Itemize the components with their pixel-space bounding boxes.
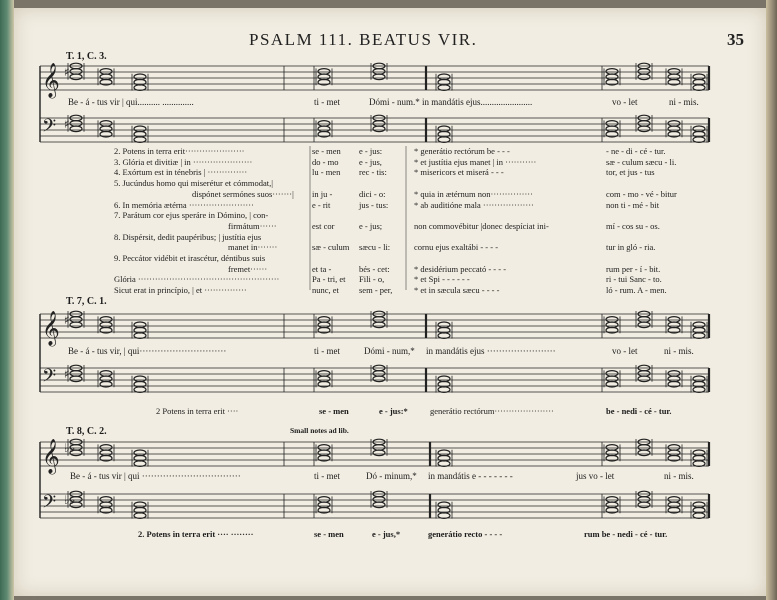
verse-cell: e - jus;: [359, 220, 383, 231]
note-head: [373, 69, 385, 75]
bass-clef-icon: 𝄢: [42, 116, 57, 141]
verse-cell: e - jus,*: [372, 529, 401, 539]
note-head: [438, 461, 450, 467]
verse-cell: * desidérium peccató - - - -: [414, 263, 507, 274]
note-head: [100, 74, 112, 80]
verse-cell: dici - o:: [359, 188, 386, 199]
lyric: vo - let: [612, 346, 638, 356]
verse-cell: ló - rum. A - men.: [606, 285, 667, 296]
verse-cell: rum be - nedi - cé - tur.: [584, 529, 668, 539]
key-signature-icon: ♭♭: [64, 493, 76, 507]
note-head: [606, 121, 618, 127]
note-head: [134, 502, 146, 508]
small-notes-annotation: Small notes ad lib.: [290, 426, 349, 435]
verse-cell: e - jus,: [359, 156, 382, 167]
note-head: [100, 450, 112, 456]
note-head: [134, 333, 146, 339]
verse-cell: mí - cos su - os.: [606, 220, 660, 231]
note-head: [318, 121, 330, 127]
treble-clef-icon: 𝄞: [42, 439, 60, 474]
verse-cell: * generátio rectórum be - - -: [414, 146, 510, 156]
note-head: [693, 322, 705, 328]
verse-cell: se - men: [314, 529, 344, 539]
key-signature-icon: ♯: [64, 367, 70, 381]
note-head: [373, 502, 385, 508]
lyric: in mandátis ejus.......................: [422, 97, 533, 107]
note-head: [100, 497, 112, 503]
note-head: [638, 74, 650, 80]
note-head: [373, 497, 385, 503]
note-head: [318, 317, 330, 323]
verse-cell: e - rit: [312, 199, 331, 210]
key-signature-icon: ♯: [64, 313, 70, 327]
note-head: [318, 69, 330, 75]
note-head: [606, 126, 618, 132]
note-head: [70, 371, 82, 377]
verse-cell: non ti - mé - bit: [606, 199, 660, 210]
note-head: [134, 85, 146, 91]
lyric: jus vo - let: [576, 471, 615, 481]
page-edge: [766, 0, 777, 600]
note-head: [318, 445, 330, 451]
verse-cell: 6. In memória ætérna ·······················: [114, 199, 254, 210]
note-head: [438, 74, 450, 80]
note-head: [668, 497, 680, 503]
note-head: [134, 450, 146, 456]
note-head: [373, 126, 385, 132]
tone-label-3: T. 8, C. 2.: [66, 426, 107, 437]
note-head: [373, 121, 385, 127]
verse-cell: nunc, et: [312, 285, 339, 296]
note-head: [318, 450, 330, 456]
verse-cell: lu - men: [312, 167, 341, 178]
note-head: [134, 74, 146, 80]
note-head: [134, 376, 146, 382]
note-head: [70, 126, 82, 132]
note-head: [638, 502, 650, 508]
note-head: [438, 85, 450, 91]
note-head: [668, 121, 680, 127]
verse-cell: be - nedi - cé - tur.: [606, 406, 672, 416]
note-head: [100, 121, 112, 127]
verse-cell: sæ - culum: [312, 242, 350, 253]
verse-cell: fremet······: [228, 263, 268, 274]
note-head: [693, 85, 705, 91]
note-head: [638, 497, 650, 503]
note-head: [638, 322, 650, 328]
verse-cell: * et in sæcula sæcu - - - -: [414, 285, 500, 296]
key-signature-icon: ♯: [64, 65, 70, 79]
lyric: Be - á - tus vir | qui.......... ..............: [68, 97, 194, 107]
verse-cell: cornu ejus exaltábi - - - -: [414, 242, 499, 253]
note-head: [70, 121, 82, 127]
lyric: Be - á - tus vir, | qui·····························: [68, 346, 227, 356]
bass-clef-icon: 𝄢: [42, 492, 57, 517]
verse-cell: e - jus:*: [379, 406, 408, 416]
verse-cell: jus - tus:: [359, 199, 389, 210]
verse-cell: dispónet sermónes suos·······|: [192, 188, 294, 199]
note-head: [134, 513, 146, 519]
verse-cell: sæ - culum sæcu - li.: [606, 156, 677, 167]
note-head: [693, 137, 705, 143]
note-head: [693, 513, 705, 519]
verse-cell: rum per - í - bit.: [606, 263, 661, 274]
note-head: [693, 376, 705, 382]
note-head: [693, 126, 705, 132]
verse-cell: e - jus:: [359, 146, 383, 156]
verse-cell: tor, et jus - tus: [606, 167, 655, 178]
lyric: Dó - minum,*: [366, 471, 417, 481]
note-head: [438, 322, 450, 328]
verse-cell: manet in·······: [228, 242, 278, 253]
note-head: [668, 322, 680, 328]
key-signature-icon: ♭♭: [64, 441, 76, 455]
note-head: [668, 69, 680, 75]
note-head: [606, 497, 618, 503]
verse-cell: 2. Potens in terra erit·····················: [114, 146, 245, 156]
tone-label-1: T. 1, C. 3.: [66, 51, 107, 62]
verse-cell: rec - tis:: [359, 167, 387, 178]
note-head: [318, 74, 330, 80]
note-head: [318, 376, 330, 382]
verse-cell: 2 Potens in terra erit ····: [156, 406, 239, 416]
verse-cell: 4. Exórtum est in ténebris | ··············: [114, 167, 248, 178]
note-head: [693, 387, 705, 393]
verse-cell: tur in gló - ria.: [606, 242, 656, 253]
treble-clef-icon: 𝄞: [42, 311, 60, 346]
verse-cell: 5. Jucúndus homo qui miserétur et cómmodat,|: [114, 178, 273, 189]
lyric: ti - met: [314, 97, 340, 107]
note-head: [134, 126, 146, 132]
lyric: ni - mis.: [664, 346, 694, 356]
note-head: [438, 137, 450, 143]
verse-cell: est cor: [312, 220, 335, 231]
verse-cell: * misericors et miserá - - -: [414, 167, 504, 178]
verse-cell: 3. Glória et divitiæ | in ·····················: [114, 156, 253, 167]
note-head: [606, 450, 618, 456]
note-head: [438, 126, 450, 132]
note-head: [318, 371, 330, 377]
lyric: Dómi - num,*: [364, 346, 415, 356]
note-head: [668, 450, 680, 456]
note-head: [438, 513, 450, 519]
note-head: [693, 502, 705, 508]
note-head: [638, 69, 650, 75]
note-head: [70, 376, 82, 382]
verse-cell: se - men: [319, 406, 349, 416]
note-head: [668, 74, 680, 80]
note-head: [373, 376, 385, 382]
note-head: [438, 333, 450, 339]
note-head: [70, 69, 82, 75]
note-head: [100, 376, 112, 382]
note-head: [100, 69, 112, 75]
note-head: [134, 461, 146, 467]
note-head: [606, 502, 618, 508]
note-head: [100, 322, 112, 328]
note-head: [100, 371, 112, 377]
note-head: [100, 502, 112, 508]
note-head: [134, 322, 146, 328]
note-head: [668, 317, 680, 323]
verse-cell: firmátum······: [228, 220, 277, 231]
lyric: in mandátis ejus ·······················: [426, 346, 556, 356]
note-head: [638, 450, 650, 456]
note-head: [438, 502, 450, 508]
page-number: 35: [727, 30, 744, 49]
lyric: ti - met: [314, 346, 340, 356]
tone-label-2: T. 7, C. 1.: [66, 296, 107, 307]
note-head: [606, 445, 618, 451]
note-head: [668, 126, 680, 132]
note-head: [100, 445, 112, 451]
verse-cell: ri - tui Sanc - to.: [606, 274, 662, 285]
note-head: [373, 317, 385, 323]
verse-cell: * et justítia ejus manet | in ···········: [414, 156, 537, 167]
note-head: [70, 322, 82, 328]
verse-cell: 8. Dispérsit, dedit paupéribus; | justítia ejus: [114, 231, 262, 242]
note-head: [318, 502, 330, 508]
verse-cell: Fili - o,: [359, 274, 385, 285]
note-head: [693, 74, 705, 80]
verse-cell: * et Spi - - - - - -: [414, 274, 470, 285]
lyric: in mandátis e - - - - - - -: [428, 471, 513, 481]
note-head: [70, 317, 82, 323]
note-head: [693, 450, 705, 456]
note-head: [318, 497, 330, 503]
treble-clef-icon: 𝄞: [42, 63, 60, 98]
note-head: [638, 371, 650, 377]
note-head: [373, 322, 385, 328]
note-head: [100, 317, 112, 323]
verse-cell: bés - cet:: [359, 263, 390, 274]
note-head: [668, 371, 680, 377]
verse-cell: Sicut erat in princípio, | et ···············: [114, 285, 247, 296]
verse-cell: et ta -: [312, 263, 332, 274]
note-head: [606, 74, 618, 80]
verse-cell: 9. Peccátor vidébit et irascétur, déntibus suis: [114, 253, 266, 263]
verse-cell: - ne - di - cé - tur.: [606, 146, 666, 156]
note-head: [606, 322, 618, 328]
verse-cell: 7. Parátum cor ejus speráre in Dómino, | con-: [114, 210, 269, 221]
note-head: [638, 317, 650, 323]
note-head: [606, 371, 618, 377]
note-head: [606, 317, 618, 323]
verse-cell: in ju -: [312, 188, 333, 199]
note-head: [668, 376, 680, 382]
note-head: [373, 74, 385, 80]
lyric: ni - mis.: [664, 471, 694, 481]
note-head: [638, 376, 650, 382]
verse-cell: * ab auditióne mala ··················: [414, 199, 534, 210]
verse-cell: 2. Potens in terra erit ···· ········: [138, 529, 254, 539]
verse-cell: Glória ··················································: [114, 274, 280, 285]
verse-cell: do - mo: [312, 156, 339, 167]
note-head: [373, 371, 385, 377]
book-page: [14, 8, 766, 596]
note-head: [100, 126, 112, 132]
note-head: [373, 450, 385, 456]
note-head: [318, 322, 330, 328]
lyric: ni - mis.: [669, 97, 699, 107]
verse-cell: generátio recto - - - -: [428, 529, 503, 539]
page-title: PSALM 111. BEATUS VIR.: [249, 30, 478, 49]
note-head: [693, 461, 705, 467]
note-head: [134, 387, 146, 393]
note-head: [438, 450, 450, 456]
bass-clef-icon: 𝄢: [42, 366, 57, 391]
verse-cell: com - mo - vé - bitur: [606, 188, 677, 199]
note-head: [373, 445, 385, 451]
verse-cell: * quia in ætérnum non···············: [414, 188, 533, 199]
verse-cell: sæcu - li:: [359, 242, 391, 253]
note-head: [606, 69, 618, 75]
note-head: [638, 445, 650, 451]
note-head: [318, 126, 330, 132]
lyric: Be - á - tus vir | qui ·································: [70, 471, 241, 481]
note-head: [693, 333, 705, 339]
note-head: [438, 376, 450, 382]
note-head: [638, 121, 650, 127]
note-head: [668, 502, 680, 508]
verse-cell: se - men: [312, 146, 341, 156]
note-head: [134, 137, 146, 143]
note-head: [638, 126, 650, 132]
key-signature-icon: ♯: [64, 117, 70, 131]
lyric: vo - let: [612, 97, 638, 107]
verse-cell: non commovébitur |donec despíciat ini-: [414, 220, 549, 231]
lyric: ti - met: [314, 471, 340, 481]
note-head: [438, 387, 450, 393]
book-binding: [0, 0, 14, 600]
verse-cell: sem - per,: [359, 285, 393, 296]
verse-cell: Pa - tri, et: [312, 274, 346, 285]
lyric: Dómi - num.*: [369, 97, 420, 107]
note-head: [668, 445, 680, 451]
note-head: [70, 74, 82, 80]
verse-cell: generátio rectórum·····················: [430, 406, 554, 416]
note-head: [606, 376, 618, 382]
